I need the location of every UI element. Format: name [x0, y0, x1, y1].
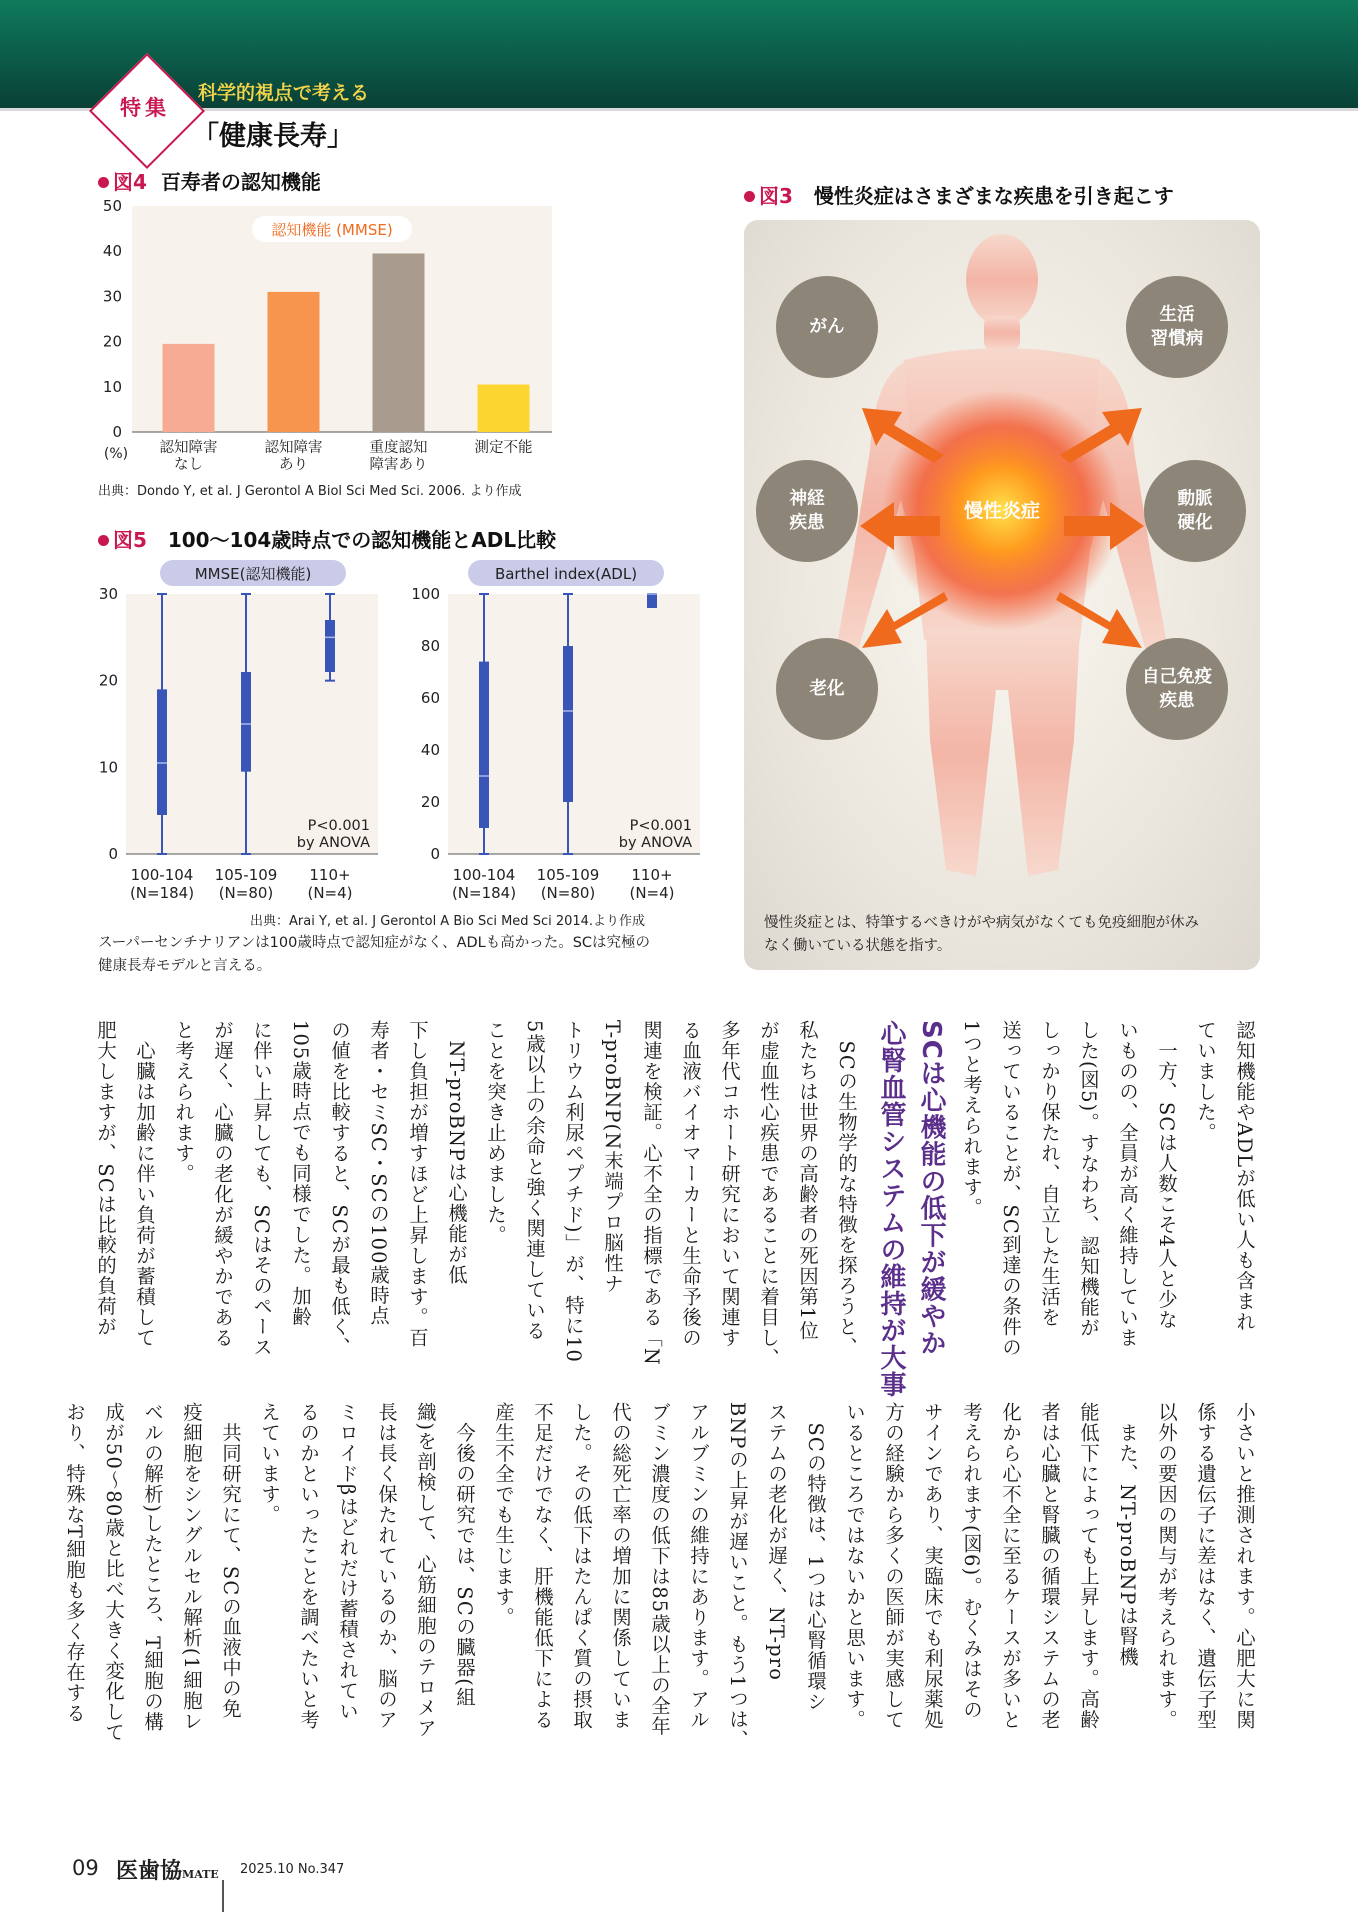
x-tick-label: 100-104: [130, 866, 194, 884]
bar: [478, 385, 530, 432]
fig5-title: [98, 524, 556, 553]
y-tick-label: 40: [420, 741, 440, 759]
article-text-column: また、NT-proBNPは腎機: [1116, 1402, 1139, 1668]
bubble-text: 老化: [809, 679, 845, 699]
center-label-chronic-inflammation: 慢性炎症: [963, 500, 1040, 522]
article-text-column: 下し負担が増すほど上昇します。百: [406, 1020, 429, 1348]
y-tick-label: 30: [98, 585, 118, 603]
article-text-column: した(図5)。すなわち、認知機能が: [1077, 1020, 1100, 1338]
article-text-column: 疫細胞をシングルセル解析(1細胞レ: [180, 1402, 203, 1732]
bar: [373, 253, 425, 432]
article-text-column: 寿者・セミSC・SCの100歳時点: [367, 1020, 390, 1327]
article-text-column: いるところではないかと思います。: [843, 1402, 866, 1730]
article-text-column: るのかといったことを調べたいと考: [297, 1402, 320, 1730]
article-text-column: 送っていることが、SC到達の条件の: [999, 1020, 1022, 1358]
issue-info: 2025.10 No.347: [240, 1862, 345, 1877]
y-tick-label: 20: [420, 793, 440, 811]
bubble-text: 生活: [1159, 305, 1195, 325]
x-tick-label: 測定不能: [474, 440, 533, 456]
bubble-text: がん: [809, 317, 845, 337]
x-tick-label: (N=4): [307, 884, 353, 902]
article-text-column: アルブミンの維持にあります。アル: [687, 1402, 710, 1730]
x-tick-label: (N=4): [629, 884, 675, 902]
x-tick-label: 110+: [309, 866, 351, 884]
boxplot-title: Barthel index(ADL): [494, 565, 638, 583]
fig3-number: 図3: [759, 184, 793, 208]
x-tick-label: (N=184): [451, 884, 517, 902]
fig3-panel: [744, 220, 1260, 970]
box: [479, 662, 489, 828]
fig4-bar-chart: [90, 196, 570, 480]
article-text-column: 代の総死亡率の増加に関係していま: [609, 1402, 632, 1730]
fig5-source: 出典：Arai Y, et al. J Gerontol A Bio Sci Med Sci 2014.より作成: [250, 914, 646, 929]
article-text-column: 考えられます(図6)。むくみはその: [960, 1402, 983, 1720]
fig3-title-text: 慢性炎症はさまざまな疾患を引き起こす: [813, 184, 1174, 208]
x-tick-label: 100-104: [452, 866, 516, 884]
article-text-column: おり、特殊なT細胞も多く存在する: [63, 1402, 86, 1724]
article-text-column: る血液バイオマーカーと生命予後の: [679, 1020, 702, 1348]
article-text-column: 織)を剖検して、心筋細胞のテロメア: [414, 1402, 437, 1739]
y-tick-label: 80: [420, 637, 440, 655]
article-text-column: が遅く、心臓の老化が緩やかである: [211, 1020, 234, 1348]
article-text-column: 105歳時点でも同様でした。加齢: [289, 1020, 312, 1327]
fig5-mmse-boxplot: [88, 556, 388, 904]
article-text-column: 者は心臓と腎臓の循環システムの老: [1038, 1402, 1061, 1730]
y-tick-label: 0: [112, 423, 122, 441]
feature-subtitle: 科学的視点で考える: [198, 82, 370, 104]
fig3-caption-line: 慢性炎症とは、特筆するべきけがや病気がなくても免疫細胞が休み: [764, 915, 1199, 931]
box: [563, 646, 573, 802]
article-text-column: ていました。: [1194, 1020, 1217, 1143]
fig3-title: [744, 180, 1174, 209]
article-text-column: 一方、SCは人数こそ4人と少な: [1155, 1020, 1178, 1331]
bubble-text: 習慣病: [1150, 329, 1204, 349]
bubble-text: 疾患: [1159, 691, 1195, 711]
x-tick-label: (N=80): [540, 884, 596, 902]
article-text-column: BNPの上昇が遅いこと。もう1つは、: [726, 1402, 749, 1750]
article-text-column: NT-proBNPは心機能が低: [445, 1020, 468, 1286]
x-tick-label: 認知障害: [159, 440, 218, 456]
article-text-column: が虚血性心疾患であることに着目し、: [757, 1020, 780, 1369]
y-tick-label: 10: [102, 377, 122, 396]
bubble-text: 疾患: [789, 513, 825, 533]
legend-label: 認知機能 (MMSE): [271, 221, 393, 239]
article-text-column: いものの、全員が高く維持していま: [1116, 1020, 1139, 1348]
fig5-adl-boxplot: [400, 556, 720, 904]
article-text-column: の値を比較すると、SCが最も低く、: [328, 1020, 351, 1358]
article-text-column: SCの生物学的な特徴を探ろうと、: [835, 1020, 858, 1358]
section-heading: 心腎血管システムの維持が大事: [876, 1020, 906, 1398]
article-text-column: 共同研究にて、SCの血液中の免: [219, 1402, 242, 1720]
article-text-column: 成が50〜80歳と比べ大きく変化して: [102, 1402, 125, 1743]
bar: [163, 344, 215, 432]
fig3-caption-line: なく働いている状態を指す。: [764, 938, 952, 954]
page-number: 09: [72, 1856, 99, 1880]
article-text-column: 方の経験から多くの医師が実感して: [882, 1402, 905, 1730]
article-text-column: 5歳以上の余命と強く関連している: [523, 1020, 546, 1341]
y-tick-label: 30: [102, 287, 122, 306]
bubble-arteriosclerosis: [1144, 460, 1246, 562]
fig4-number: 図4: [113, 170, 147, 194]
y-axis-unit: (%): [103, 446, 129, 462]
article-text-column: 長は長く保たれているのか、脳のア: [375, 1402, 398, 1730]
magazine-name-sub: MATE: [182, 1868, 219, 1881]
fig5-caption-line: 健康長寿モデルと言える。: [98, 958, 272, 974]
box: [325, 620, 335, 672]
p-value-annotation: by ANOVA: [296, 835, 370, 851]
y-tick-label: 0: [108, 845, 118, 863]
article-text-column: トリウム利尿ペプチド)」が、特に10: [562, 1020, 585, 1364]
section-heading: SCは心機能の低下が緩やか: [916, 1020, 946, 1357]
article-text-column: 肥大しますが、SCは比較的負荷が: [94, 1020, 117, 1338]
fig5-caption: [98, 932, 650, 978]
fig5-title-text: 100〜104歳時点での認知機能とADL比較: [167, 528, 557, 552]
article-text-column: しっかり保たれ、自立した生活を: [1038, 1020, 1061, 1328]
article-text-column: 産生不全でも生じます。: [492, 1402, 515, 1628]
magazine-name-text: 医歯協: [116, 1858, 183, 1884]
fig5-caption-line: スーパーセンチナリアンは100歳時点で認知症がなく、ADLも高かった。SCは究極の: [98, 935, 651, 951]
article-text-column: 不足だけでなく、肝機能低下による: [531, 1402, 554, 1730]
article-text-column: 小さいと推測されます。心肥大に関: [1233, 1402, 1256, 1730]
y-tick-label: 60: [420, 689, 440, 707]
bubble-neuro-disease: [756, 460, 858, 562]
article-text-column: ベルの解析)したところ、T細胞の構: [141, 1402, 164, 1733]
x-tick-label: (N=184): [129, 884, 195, 902]
bubble-text: 硬化: [1177, 513, 1213, 533]
boxplot-title: MMSE(認知機能): [194, 565, 312, 583]
article-text-column: SCの特徴は、1つは心腎循環シ: [804, 1402, 827, 1713]
box: [241, 672, 251, 772]
box: [157, 689, 167, 815]
p-value-annotation: P<0.001: [629, 818, 692, 834]
y-tick-label: 20: [98, 671, 118, 690]
y-tick-label: 50: [102, 197, 122, 215]
bullet-icon: [98, 535, 109, 546]
y-tick-label: 10: [98, 758, 118, 777]
bubble-aging: [776, 638, 878, 740]
fig4-title-text: 百寿者の認知機能: [160, 170, 321, 194]
bubble-text: 神経: [789, 489, 825, 509]
article-text-column: と考えられます。: [172, 1020, 195, 1184]
fig4-source: 出典：Dondo Y, et al. J Gerontol A Biol Sci Med Sci. 2006. より作成: [98, 484, 522, 499]
article-text-column: 化から心不全に至るケースが多いと: [999, 1402, 1022, 1730]
bubble-autoimmune: [1126, 638, 1228, 740]
feature-label: 特集: [120, 95, 170, 120]
x-tick-label: 110+: [631, 866, 673, 884]
article-text-column: 心臓は加齢に伴い負荷が蓄積して: [133, 1020, 156, 1348]
article-text-column: 関連を検証。心不全の指標である「N: [640, 1020, 663, 1366]
article-text-column: サインであり、実臨床でも利尿薬処: [921, 1402, 944, 1730]
p-value-annotation: P<0.001: [307, 818, 370, 834]
article-text-column: ミロイドβはどれだけ蓄積されてい: [336, 1402, 359, 1722]
bullet-icon: [744, 191, 755, 202]
article-text-column: 認知機能やADLが低い人も含まれ: [1233, 1020, 1256, 1333]
bubble-lifestyle-disease: [1126, 276, 1228, 378]
article-text-column: ことを突き止めました。: [484, 1020, 507, 1246]
x-tick-label: 認知障害: [264, 440, 323, 456]
article-text-column: 今後の研究では、SCの臓器(組: [453, 1402, 476, 1708]
y-tick-label: 20: [102, 332, 122, 351]
article-text-column: 係する遺伝子に差はなく、遺伝子型: [1194, 1402, 1217, 1730]
feature-title: 「健康長寿」: [192, 121, 354, 152]
article-text-column: ブミン濃度の低下は85歳以上の全年: [648, 1402, 671, 1737]
x-tick-label: 障害あり: [369, 457, 428, 473]
fig3-caption: [764, 912, 1199, 958]
bubble-text: 動脈: [1177, 489, 1213, 509]
article-text-column: 以外の要因の関与が考えられます。: [1155, 1402, 1178, 1730]
fig5-number: 図5: [113, 528, 147, 552]
x-tick-label: 105-109: [536, 866, 600, 884]
x-tick-label: (N=80): [218, 884, 274, 902]
y-tick-label: 0: [430, 845, 440, 863]
x-tick-label: なし: [174, 457, 203, 473]
footer-divider: [222, 1880, 224, 1912]
bubble-text: 自己免疫: [1142, 667, 1212, 687]
article-text-column: に伴い上昇しても、SCはそのペース: [250, 1020, 273, 1358]
bar: [268, 292, 320, 432]
x-tick-label: あり: [279, 457, 308, 473]
p-value-annotation: by ANOVA: [618, 835, 692, 851]
article-text-column: ステムの老化が遅く、NT-pro: [765, 1402, 788, 1682]
article-text-column: 1つと考えられます。: [960, 1020, 983, 1218]
box: [647, 594, 657, 607]
x-tick-label: 105-109: [214, 866, 278, 884]
bullet-icon: [98, 177, 109, 188]
article-text-column: 多年代コホート研究において関連す: [718, 1020, 741, 1348]
article-text-column: 能低下によっても上昇します。高齢: [1077, 1402, 1100, 1730]
article-text-column: えています。: [258, 1402, 281, 1525]
bubble-cancer: [776, 276, 878, 378]
y-tick-label: 40: [102, 242, 122, 261]
x-tick-label: 重度認知: [369, 440, 428, 456]
fig4-title: [98, 166, 321, 195]
article-text-column: 私たちは世界の高齢者の死因第1位: [796, 1020, 819, 1341]
article-text-column: した。その低下はたんぱく質の摂取: [570, 1402, 593, 1730]
article-text-column: T-proBNP(N末端プロ脳性ナ: [601, 1020, 624, 1294]
magazine-name: [116, 1854, 219, 1885]
y-tick-label: 100: [411, 585, 440, 603]
